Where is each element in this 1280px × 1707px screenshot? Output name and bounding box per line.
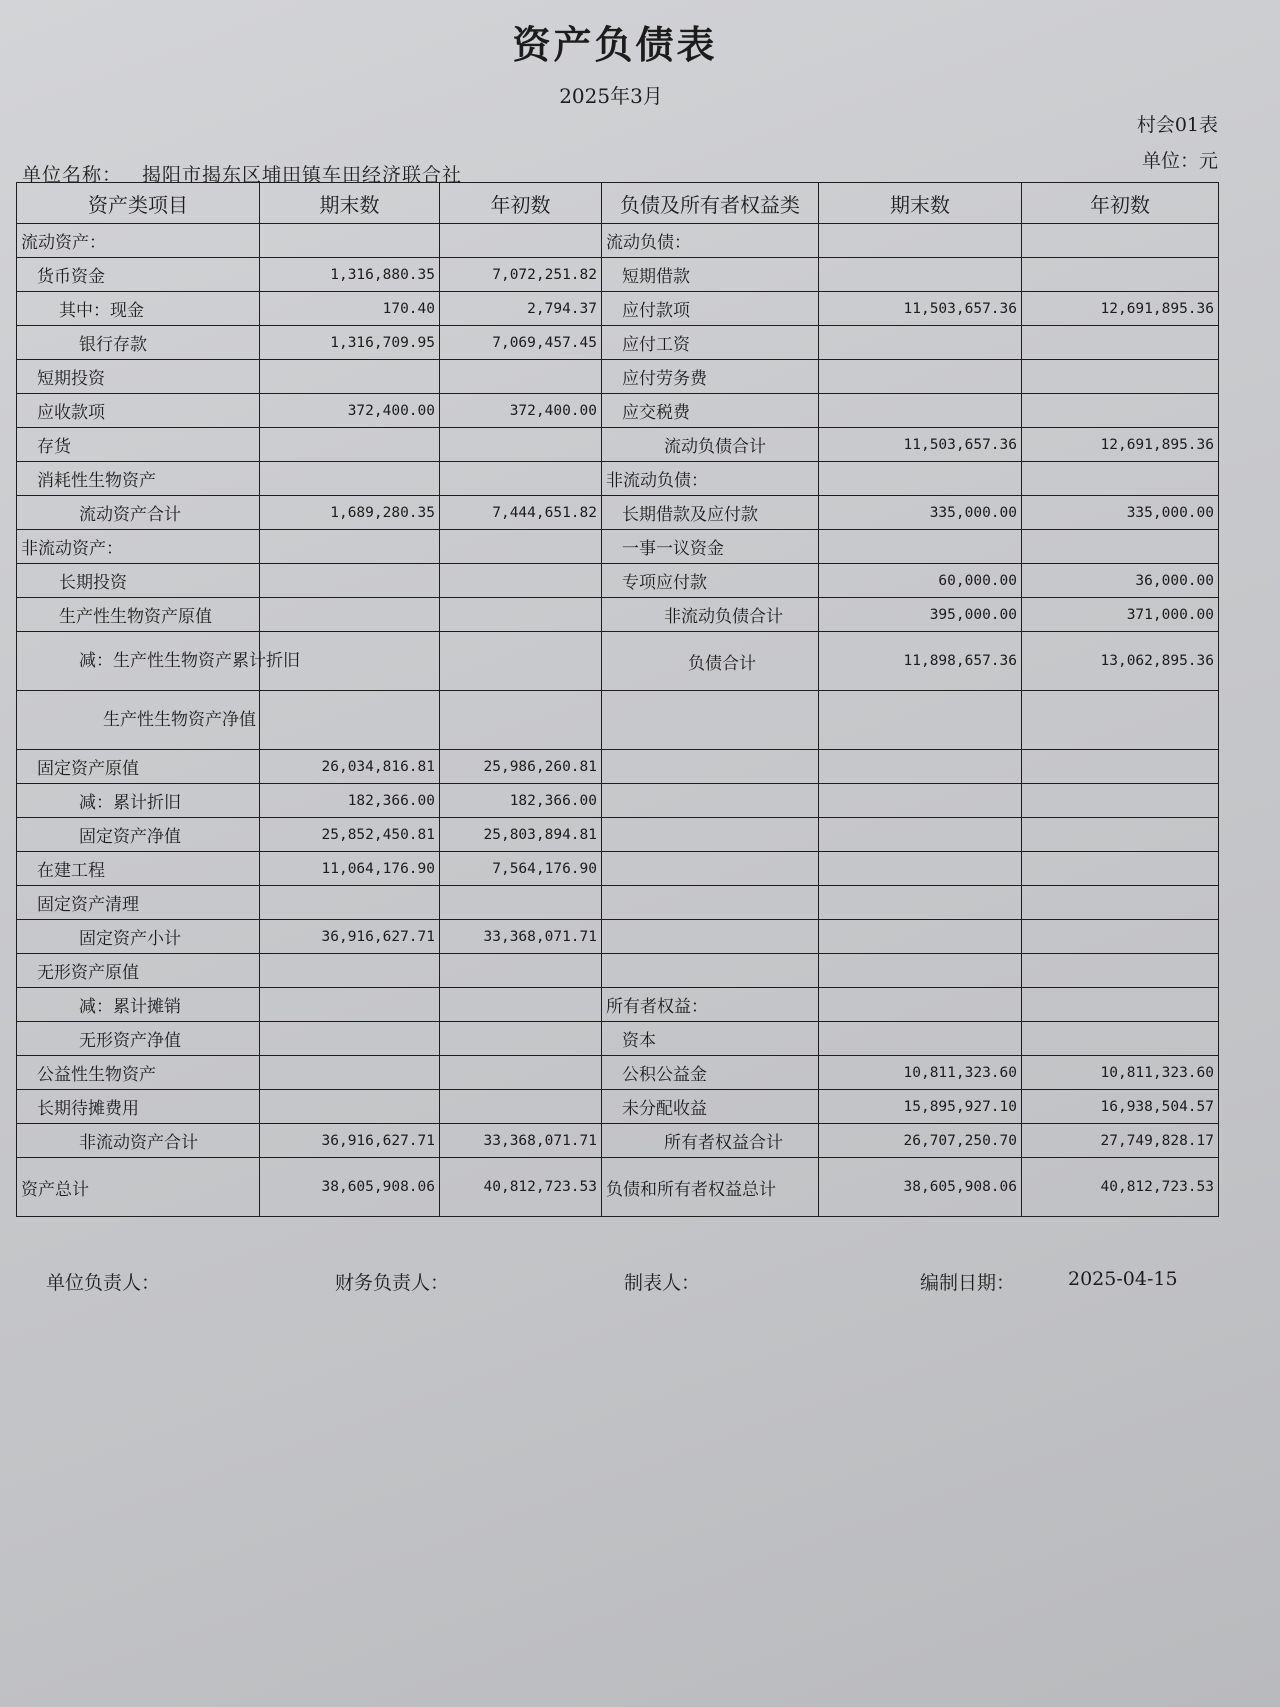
asset-item-cell: 生产性生物资产净值 <box>17 691 260 750</box>
header-liability-end: 期末数 <box>819 183 1022 224</box>
liability-end-value <box>819 954 1022 988</box>
table-row <box>17 258 1219 292</box>
asset-begin-value: 7,444,651.82 <box>440 496 602 530</box>
table-row <box>17 750 1219 784</box>
liability-item-cell: 一事一议资金 <box>602 530 819 564</box>
asset-begin-value <box>440 360 602 394</box>
liability-end-value: 335,000.00 <box>819 496 1022 530</box>
form-number: 村会01表 <box>1136 114 1218 136</box>
liability-begin-value: 12,691,895.36 <box>1022 292 1219 326</box>
table-header-row <box>17 183 1219 224</box>
asset-begin-value: 40,812,723.53 <box>440 1158 602 1217</box>
liability-end-value: 26,707,250.70 <box>819 1124 1022 1158</box>
liability-end-value: 10,811,323.60 <box>819 1056 1022 1090</box>
prepared-date-label: 编制日期： <box>920 1272 1016 1294</box>
liability-begin-value: 371,000.00 <box>1022 598 1219 632</box>
table-row <box>17 564 1219 598</box>
asset-end-value: 36,916,627.71 <box>260 920 440 954</box>
liability-begin-value: 335,000.00 <box>1022 496 1219 530</box>
liability-item-cell <box>602 852 819 886</box>
asset-begin-value: 25,803,894.81 <box>440 818 602 852</box>
asset-item-cell: 长期投资 <box>17 564 260 598</box>
asset-item-cell: 流动资产： <box>17 224 260 258</box>
asset-end-value <box>260 988 440 1022</box>
asset-item-cell: 减：生产性生物资产累计折旧 <box>17 632 260 691</box>
asset-end-value: 36,916,627.71 <box>260 1124 440 1158</box>
header-asset-end: 期末数 <box>260 183 440 224</box>
liability-item-cell <box>602 750 819 784</box>
liability-item-cell: 负债合计 <box>602 632 819 691</box>
asset-item-cell: 无形资产净值 <box>17 1022 260 1056</box>
asset-item-cell: 固定资产净值 <box>17 818 260 852</box>
asset-begin-value: 182,366.00 <box>440 784 602 818</box>
liability-end-value <box>819 360 1022 394</box>
liability-begin-value <box>1022 1022 1219 1056</box>
asset-end-value <box>260 598 440 632</box>
liability-item-cell: 未分配收益 <box>602 1090 819 1124</box>
asset-begin-value <box>440 954 602 988</box>
asset-begin-value: 33,368,071.71 <box>440 920 602 954</box>
finance-person-label: 财务负责人： <box>335 1272 450 1294</box>
asset-item-cell: 公益性生物资产 <box>17 1056 260 1090</box>
liability-item-cell: 应付劳务费 <box>602 360 819 394</box>
liability-begin-value <box>1022 886 1219 920</box>
asset-end-value <box>260 1056 440 1090</box>
table-row <box>17 428 1219 462</box>
liability-end-value: 15,895,927.10 <box>819 1090 1022 1124</box>
report-period: 2025年3月 <box>559 84 663 108</box>
asset-item-cell: 短期投资 <box>17 360 260 394</box>
table-row <box>17 292 1219 326</box>
header-asset-item: 资产类项目 <box>17 183 260 224</box>
liability-item-cell: 应交税费 <box>602 394 819 428</box>
asset-end-value <box>260 224 440 258</box>
asset-begin-value <box>440 886 602 920</box>
liability-begin-value: 13,062,895.36 <box>1022 632 1219 691</box>
liability-begin-value <box>1022 920 1219 954</box>
asset-item-cell: 无形资产原值 <box>17 954 260 988</box>
table-row <box>17 632 1219 691</box>
asset-begin-value <box>440 1056 602 1090</box>
asset-begin-value <box>440 530 602 564</box>
asset-item-cell: 固定资产原值 <box>17 750 260 784</box>
liability-item-cell <box>602 818 819 852</box>
preparer-label: 制表人： <box>624 1272 701 1294</box>
liability-end-value <box>819 886 1022 920</box>
liability-end-value <box>819 326 1022 360</box>
liability-item-cell: 流动负债合计 <box>602 428 819 462</box>
liability-end-value <box>819 784 1022 818</box>
liability-end-value: 11,503,657.36 <box>819 428 1022 462</box>
asset-end-value: 1,316,709.95 <box>260 326 440 360</box>
liability-end-value: 38,605,908.06 <box>819 1158 1022 1217</box>
liability-item-cell: 所有者权益合计 <box>602 1124 819 1158</box>
table-row <box>17 988 1219 1022</box>
liability-begin-value: 40,812,723.53 <box>1022 1158 1219 1217</box>
table-row <box>17 530 1219 564</box>
liability-begin-value <box>1022 530 1219 564</box>
asset-item-cell: 其中：现金 <box>17 292 260 326</box>
asset-end-value: 25,852,450.81 <box>260 818 440 852</box>
liability-begin-value <box>1022 954 1219 988</box>
liability-end-value: 395,000.00 <box>819 598 1022 632</box>
liability-begin-value <box>1022 258 1219 292</box>
asset-end-value <box>260 530 440 564</box>
liability-begin-value: 12,691,895.36 <box>1022 428 1219 462</box>
asset-begin-value: 33,368,071.71 <box>440 1124 602 1158</box>
liability-begin-value <box>1022 394 1219 428</box>
liability-begin-value <box>1022 360 1219 394</box>
liability-end-value <box>819 394 1022 428</box>
table-row <box>17 326 1219 360</box>
liability-end-value <box>819 258 1022 292</box>
liability-item-cell <box>602 954 819 988</box>
liability-item-cell <box>602 784 819 818</box>
liability-end-value: 11,503,657.36 <box>819 292 1022 326</box>
asset-item-cell: 固定资产清理 <box>17 886 260 920</box>
asset-end-value: 11,064,176.90 <box>260 852 440 886</box>
asset-end-value: 170.40 <box>260 292 440 326</box>
asset-end-value <box>260 886 440 920</box>
liability-end-value <box>819 530 1022 564</box>
liability-item-cell: 应付工资 <box>602 326 819 360</box>
liability-begin-value <box>1022 326 1219 360</box>
liability-begin-value <box>1022 784 1219 818</box>
table-row <box>17 496 1219 530</box>
asset-begin-value <box>440 988 602 1022</box>
header-asset-begin: 年初数 <box>440 183 602 224</box>
balance-sheet-table <box>16 182 1219 1217</box>
liability-begin-value <box>1022 750 1219 784</box>
liability-item-cell: 长期借款及应付款 <box>602 496 819 530</box>
asset-end-value <box>260 691 440 750</box>
asset-end-value: 1,689,280.35 <box>260 496 440 530</box>
header-liability-item: 负债及所有者权益类 <box>602 183 819 224</box>
asset-end-value: 182,366.00 <box>260 784 440 818</box>
asset-item-cell: 在建工程 <box>17 852 260 886</box>
liability-item-cell: 公积公益金 <box>602 1056 819 1090</box>
asset-begin-value: 7,564,176.90 <box>440 852 602 886</box>
asset-begin-value <box>440 462 602 496</box>
liability-end-value <box>819 691 1022 750</box>
currency-unit: 单位：元 <box>1141 150 1218 172</box>
liability-item-cell <box>602 691 819 750</box>
asset-item-cell: 减：累计折旧 <box>17 784 260 818</box>
asset-item-cell: 流动资产合计 <box>17 496 260 530</box>
table-row <box>17 784 1219 818</box>
table-row <box>17 224 1219 258</box>
liability-end-value <box>819 462 1022 496</box>
table-row <box>17 818 1219 852</box>
table-row <box>17 1124 1219 1158</box>
liability-item-cell: 负债和所有者权益总计 <box>602 1158 819 1217</box>
table-row <box>17 360 1219 394</box>
liability-end-value <box>819 920 1022 954</box>
asset-item-cell: 减：累计摊销 <box>17 988 260 1022</box>
asset-end-value: 372,400.00 <box>260 394 440 428</box>
liability-begin-value <box>1022 691 1219 750</box>
asset-end-value: 26,034,816.81 <box>260 750 440 784</box>
table-row <box>17 1022 1219 1056</box>
asset-end-value: 1,316,880.35 <box>260 258 440 292</box>
asset-item-cell: 非流动资产： <box>17 530 260 564</box>
liability-end-value: 60,000.00 <box>819 564 1022 598</box>
liability-end-value: 11,898,657.36 <box>819 632 1022 691</box>
asset-end-value <box>260 954 440 988</box>
table-row <box>17 1056 1219 1090</box>
liability-begin-value: 16,938,504.57 <box>1022 1090 1219 1124</box>
liability-begin-value: 27,749,828.17 <box>1022 1124 1219 1158</box>
page-title: 资产负债表 <box>512 22 718 67</box>
liability-item-cell: 非流动负债合计 <box>602 598 819 632</box>
asset-begin-value: 372,400.00 <box>440 394 602 428</box>
asset-begin-value <box>440 428 602 462</box>
asset-item-cell: 资产总计 <box>17 1158 260 1217</box>
asset-item-cell: 应收款项 <box>17 394 260 428</box>
table-row <box>17 394 1219 428</box>
table-row <box>17 920 1219 954</box>
asset-item-cell: 非流动资产合计 <box>17 1124 260 1158</box>
liability-item-cell: 短期借款 <box>602 258 819 292</box>
liability-end-value <box>819 224 1022 258</box>
asset-begin-value: 7,072,251.82 <box>440 258 602 292</box>
table-row <box>17 1090 1219 1124</box>
asset-begin-value: 7,069,457.45 <box>440 326 602 360</box>
liability-begin-value: 10,811,323.60 <box>1022 1056 1219 1090</box>
asset-item-cell: 长期待摊费用 <box>17 1090 260 1124</box>
asset-begin-value <box>440 564 602 598</box>
table-row <box>17 691 1219 750</box>
liability-begin-value <box>1022 462 1219 496</box>
liability-begin-value <box>1022 852 1219 886</box>
liability-item-cell: 所有者权益： <box>602 988 819 1022</box>
table-row <box>17 598 1219 632</box>
asset-begin-value <box>440 598 602 632</box>
liability-item-cell: 非流动负债： <box>602 462 819 496</box>
asset-end-value <box>260 428 440 462</box>
liability-end-value <box>819 818 1022 852</box>
asset-item-cell: 消耗性生物资产 <box>17 462 260 496</box>
asset-item-cell: 生产性生物资产原值 <box>17 598 260 632</box>
responsible-person-label: 单位负责人： <box>46 1272 161 1294</box>
liability-end-value <box>819 852 1022 886</box>
asset-end-value <box>260 564 440 598</box>
organization-name: 揭阳市揭东区埔田镇车田经济联合社 <box>142 164 463 186</box>
asset-end-value <box>260 462 440 496</box>
asset-end-value <box>260 360 440 394</box>
organization-label: 单位名称： <box>22 164 123 186</box>
liability-item-cell: 流动负债： <box>602 224 819 258</box>
liability-end-value <box>819 988 1022 1022</box>
asset-begin-value <box>440 691 602 750</box>
asset-begin-value: 2,794.37 <box>440 292 602 326</box>
liability-end-value <box>819 750 1022 784</box>
liability-begin-value <box>1022 988 1219 1022</box>
liability-item-cell <box>602 920 819 954</box>
asset-end-value <box>260 1090 440 1124</box>
asset-item-cell: 银行存款 <box>17 326 260 360</box>
asset-item-cell: 存货 <box>17 428 260 462</box>
asset-begin-value <box>440 632 602 691</box>
prepared-date: 2025-04-15 <box>1068 1268 1178 1290</box>
table-row <box>17 852 1219 886</box>
asset-begin-value <box>440 1022 602 1056</box>
asset-begin-value <box>440 1090 602 1124</box>
table-row <box>17 462 1219 496</box>
liability-begin-value <box>1022 224 1219 258</box>
table-row <box>17 1158 1219 1217</box>
table-row <box>17 886 1219 920</box>
liability-item-cell: 专项应付款 <box>602 564 819 598</box>
asset-begin-value: 25,986,260.81 <box>440 750 602 784</box>
asset-item-cell: 货币资金 <box>17 258 260 292</box>
header-liability-begin: 年初数 <box>1022 183 1219 224</box>
liability-end-value <box>819 1022 1022 1056</box>
asset-item-cell: 固定资产小计 <box>17 920 260 954</box>
asset-end-value <box>260 1022 440 1056</box>
liability-begin-value: 36,000.00 <box>1022 564 1219 598</box>
asset-begin-value <box>440 224 602 258</box>
liability-item-cell <box>602 886 819 920</box>
asset-end-value: 38,605,908.06 <box>260 1158 440 1217</box>
liability-begin-value <box>1022 818 1219 852</box>
liability-item-cell: 应付款项 <box>602 292 819 326</box>
table-row <box>17 954 1219 988</box>
liability-item-cell: 资本 <box>602 1022 819 1056</box>
